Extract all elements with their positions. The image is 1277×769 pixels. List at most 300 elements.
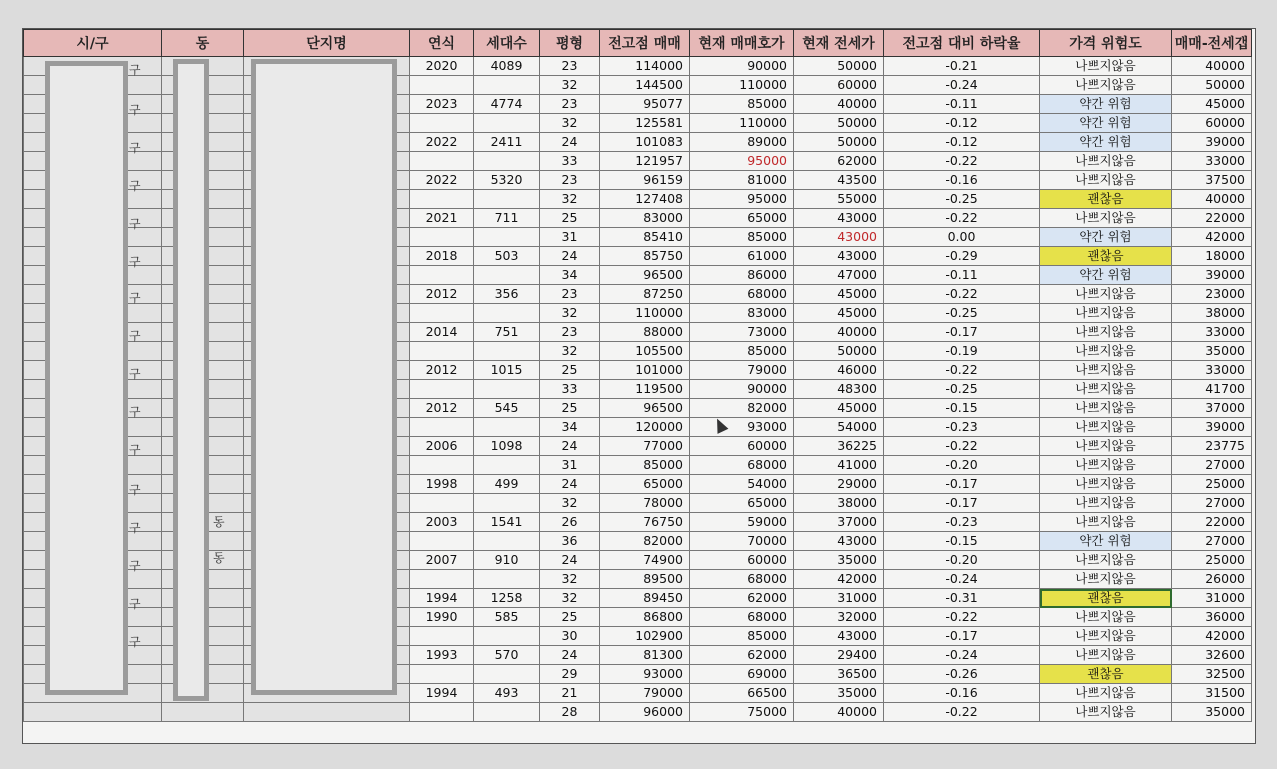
cell-gap[interactable]: 36000 (1172, 608, 1252, 627)
header-dong[interactable]: 동 (162, 30, 244, 57)
cell-drop[interactable]: 0.00 (884, 228, 1040, 247)
cell-risk[interactable]: 괜찮음 (1040, 190, 1172, 209)
cell-gap[interactable]: 26000 (1172, 570, 1252, 589)
cell-gap[interactable]: 33000 (1172, 361, 1252, 380)
cell-sale[interactable]: 82000 (690, 399, 794, 418)
cell-peak[interactable]: 96000 (600, 703, 690, 722)
cell-jeonse[interactable]: 54000 (794, 418, 884, 437)
cell-drop[interactable]: -0.12 (884, 133, 1040, 152)
cell-gap[interactable]: 33000 (1172, 323, 1252, 342)
cell-year[interactable] (410, 76, 474, 95)
cell-drop[interactable]: -0.25 (884, 190, 1040, 209)
cell-drop[interactable]: -0.19 (884, 342, 1040, 361)
cell-sale[interactable]: 85000 (690, 95, 794, 114)
cell-year[interactable] (410, 380, 474, 399)
cell-risk[interactable]: 약간 위험 (1040, 228, 1172, 247)
cell-units[interactable]: 1015 (474, 361, 540, 380)
cell-peak[interactable]: 83000 (600, 209, 690, 228)
header-units[interactable]: 세대수 (474, 30, 540, 57)
cell-drop[interactable]: -0.24 (884, 570, 1040, 589)
cell-risk[interactable]: 나쁘지않음 (1040, 342, 1172, 361)
cell-drop[interactable]: -0.23 (884, 513, 1040, 532)
cell-size[interactable]: 24 (540, 133, 600, 152)
cell-peak[interactable]: 144500 (600, 76, 690, 95)
cell-units[interactable]: 910 (474, 551, 540, 570)
cell-sale[interactable]: 70000 (690, 532, 794, 551)
cell-year[interactable]: 1994 (410, 589, 474, 608)
cell-risk[interactable]: 나쁘지않음 (1040, 494, 1172, 513)
cell-size[interactable]: 34 (540, 266, 600, 285)
cell-drop[interactable]: -0.17 (884, 323, 1040, 342)
cell-year[interactable]: 2006 (410, 437, 474, 456)
cell-units[interactable] (474, 570, 540, 589)
cell-units[interactable] (474, 665, 540, 684)
cell-risk[interactable]: 나쁘지않음 (1040, 171, 1172, 190)
cell-units[interactable]: 1541 (474, 513, 540, 532)
cell-risk[interactable]: 괜찮음 (1040, 589, 1172, 608)
cell-jeonse[interactable]: 36500 (794, 665, 884, 684)
cell-drop[interactable]: -0.11 (884, 266, 1040, 285)
cell-peak[interactable]: 110000 (600, 304, 690, 323)
cell-gap[interactable]: 35000 (1172, 342, 1252, 361)
header-city[interactable]: 시/구 (24, 30, 162, 57)
cell-drop[interactable]: -0.22 (884, 608, 1040, 627)
cell-peak[interactable]: 127408 (600, 190, 690, 209)
cell-peak[interactable]: 114000 (600, 57, 690, 76)
cell-size[interactable]: 25 (540, 361, 600, 380)
cell-size[interactable]: 25 (540, 608, 600, 627)
cell-units[interactable] (474, 418, 540, 437)
cell-risk[interactable]: 나쁘지않음 (1040, 418, 1172, 437)
cell-gap[interactable]: 32500 (1172, 665, 1252, 684)
cell-gap[interactable]: 27000 (1172, 494, 1252, 513)
cell-jeonse[interactable]: 43000 (794, 209, 884, 228)
cell-year[interactable]: 2023 (410, 95, 474, 114)
cell-risk[interactable]: 나쁘지않음 (1040, 380, 1172, 399)
cell-year[interactable] (410, 532, 474, 551)
cell-risk[interactable]: 나쁘지않음 (1040, 209, 1172, 228)
cell-size[interactable]: 32 (540, 304, 600, 323)
cell-peak[interactable]: 95077 (600, 95, 690, 114)
cell-size[interactable]: 33 (540, 152, 600, 171)
cell-year[interactable]: 1990 (410, 608, 474, 627)
cell-peak[interactable]: 77000 (600, 437, 690, 456)
cell-year[interactable]: 2012 (410, 399, 474, 418)
cell-year[interactable] (410, 266, 474, 285)
cell-risk[interactable]: 나쁘지않음 (1040, 152, 1172, 171)
cell-size[interactable]: 32 (540, 76, 600, 95)
cell-sale[interactable]: 68000 (690, 608, 794, 627)
cell-sale[interactable]: 62000 (690, 646, 794, 665)
cell-jeonse[interactable]: 55000 (794, 190, 884, 209)
cell-gap[interactable]: 38000 (1172, 304, 1252, 323)
cell-units[interactable] (474, 532, 540, 551)
cell-units[interactable]: 4089 (474, 57, 540, 76)
cell-year[interactable] (410, 342, 474, 361)
cell-peak[interactable]: 86800 (600, 608, 690, 627)
cell-city[interactable] (24, 703, 162, 722)
cell-size[interactable]: 32 (540, 589, 600, 608)
cell-jeonse[interactable]: 35000 (794, 684, 884, 703)
cell-sale[interactable]: 68000 (690, 285, 794, 304)
cell-risk[interactable]: 약간 위험 (1040, 133, 1172, 152)
cell-risk[interactable]: 나쁘지않음 (1040, 285, 1172, 304)
cell-drop[interactable]: -0.22 (884, 209, 1040, 228)
cell-risk[interactable]: 나쁘지않음 (1040, 513, 1172, 532)
cell-risk[interactable]: 약간 위험 (1040, 266, 1172, 285)
cell-jeonse[interactable]: 37000 (794, 513, 884, 532)
cell-peak[interactable]: 119500 (600, 380, 690, 399)
cell-sale[interactable]: 73000 (690, 323, 794, 342)
cell-size[interactable]: 34 (540, 418, 600, 437)
header-risk[interactable]: 가격 위험도 (1040, 30, 1172, 57)
cell-dong[interactable] (162, 703, 244, 722)
cell-jeonse[interactable]: 45000 (794, 285, 884, 304)
cell-risk[interactable]: 괜찮음 (1040, 665, 1172, 684)
cell-units[interactable] (474, 494, 540, 513)
cell-sale[interactable]: 65000 (690, 209, 794, 228)
cell-risk[interactable]: 나쁘지않음 (1040, 399, 1172, 418)
cell-jeonse[interactable]: 36225 (794, 437, 884, 456)
cell-sale[interactable]: 83000 (690, 304, 794, 323)
cell-jeonse[interactable]: 43000 (794, 228, 884, 247)
cell-drop[interactable]: -0.15 (884, 532, 1040, 551)
cell-drop[interactable]: -0.17 (884, 475, 1040, 494)
cell-gap[interactable]: 42000 (1172, 228, 1252, 247)
cell-peak[interactable]: 82000 (600, 532, 690, 551)
cell-peak[interactable]: 96500 (600, 399, 690, 418)
cell-jeonse[interactable]: 29400 (794, 646, 884, 665)
cell-size[interactable]: 32 (540, 570, 600, 589)
cell-gap[interactable]: 45000 (1172, 95, 1252, 114)
header-current-sale[interactable]: 현재 매매호가 (690, 30, 794, 57)
cell-year[interactable] (410, 190, 474, 209)
cell-peak[interactable]: 102900 (600, 627, 690, 646)
cell-year[interactable]: 2007 (410, 551, 474, 570)
cell-gap[interactable]: 39000 (1172, 418, 1252, 437)
cell-year[interactable] (410, 228, 474, 247)
cell-units[interactable]: 585 (474, 608, 540, 627)
cell-peak[interactable]: 96500 (600, 266, 690, 285)
cell-gap[interactable]: 33000 (1172, 152, 1252, 171)
cell-jeonse[interactable]: 43500 (794, 171, 884, 190)
cell-units[interactable]: 503 (474, 247, 540, 266)
cell-jeonse[interactable]: 50000 (794, 114, 884, 133)
cell-risk[interactable]: 나쁘지않음 (1040, 646, 1172, 665)
header-size[interactable]: 평형 (540, 30, 600, 57)
cell-sale[interactable]: 79000 (690, 361, 794, 380)
cell-sale[interactable]: 93000 (690, 418, 794, 437)
cell-units[interactable]: 356 (474, 285, 540, 304)
cell-gap[interactable]: 22000 (1172, 209, 1252, 228)
cell-sale[interactable]: 95000 (690, 152, 794, 171)
cell-size[interactable]: 21 (540, 684, 600, 703)
cell-size[interactable]: 23 (540, 323, 600, 342)
cell-units[interactable] (474, 342, 540, 361)
cell-gap[interactable]: 31500 (1172, 684, 1252, 703)
cell-units[interactable]: 493 (474, 684, 540, 703)
cell-peak[interactable]: 89450 (600, 589, 690, 608)
cell-size[interactable]: 24 (540, 437, 600, 456)
cell-units[interactable]: 711 (474, 209, 540, 228)
cell-peak[interactable]: 96159 (600, 171, 690, 190)
cell-jeonse[interactable]: 43000 (794, 532, 884, 551)
cell-year[interactable]: 2022 (410, 171, 474, 190)
cell-drop[interactable]: -0.22 (884, 361, 1040, 380)
cell-year[interactable]: 2022 (410, 133, 474, 152)
cell-size[interactable]: 26 (540, 513, 600, 532)
cell-units[interactable]: 1258 (474, 589, 540, 608)
cell-size[interactable]: 24 (540, 247, 600, 266)
cell-jeonse[interactable]: 45000 (794, 399, 884, 418)
cell-units[interactable] (474, 304, 540, 323)
cell-peak[interactable]: 85750 (600, 247, 690, 266)
cell-jeonse[interactable]: 48300 (794, 380, 884, 399)
cell-size[interactable]: 30 (540, 627, 600, 646)
cell-units[interactable]: 499 (474, 475, 540, 494)
cell-risk[interactable]: 나쁘지않음 (1040, 570, 1172, 589)
cell-size[interactable]: 32 (540, 114, 600, 133)
cell-drop[interactable]: -0.16 (884, 171, 1040, 190)
cell-gap[interactable]: 27000 (1172, 456, 1252, 475)
header-year[interactable]: 연식 (410, 30, 474, 57)
cell-units[interactable]: 1098 (474, 437, 540, 456)
cell-gap[interactable]: 50000 (1172, 76, 1252, 95)
cell-risk[interactable]: 나쁘지않음 (1040, 304, 1172, 323)
cell-size[interactable]: 25 (540, 399, 600, 418)
cell-peak[interactable]: 85410 (600, 228, 690, 247)
cell-drop[interactable]: -0.25 (884, 380, 1040, 399)
cell-sale[interactable]: 89000 (690, 133, 794, 152)
cell-risk[interactable]: 나쁘지않음 (1040, 608, 1172, 627)
cell-gap[interactable]: 18000 (1172, 247, 1252, 266)
header-complex[interactable]: 단지명 (244, 30, 410, 57)
cell-size[interactable]: 23 (540, 95, 600, 114)
cell-jeonse[interactable]: 40000 (794, 703, 884, 722)
cell-risk[interactable]: 나쁘지않음 (1040, 475, 1172, 494)
cell-risk[interactable]: 괜찮음 (1040, 247, 1172, 266)
cell-sale[interactable]: 59000 (690, 513, 794, 532)
header-peak-price[interactable]: 전고점 매매 (600, 30, 690, 57)
cell-peak[interactable]: 121957 (600, 152, 690, 171)
cell-gap[interactable]: 37000 (1172, 399, 1252, 418)
cell-jeonse[interactable]: 42000 (794, 570, 884, 589)
cell-drop[interactable]: -0.21 (884, 57, 1040, 76)
cell-peak[interactable]: 87250 (600, 285, 690, 304)
spreadsheet[interactable] (22, 28, 1256, 744)
cell-size[interactable]: 24 (540, 551, 600, 570)
cell-jeonse[interactable]: 47000 (794, 266, 884, 285)
cell-risk[interactable]: 나쁘지않음 (1040, 76, 1172, 95)
cell-peak[interactable]: 76750 (600, 513, 690, 532)
cell-gap[interactable]: 22000 (1172, 513, 1252, 532)
cell-size[interactable]: 31 (540, 228, 600, 247)
cell-gap[interactable]: 40000 (1172, 190, 1252, 209)
cell-year[interactable] (410, 304, 474, 323)
cell-sale[interactable]: 90000 (690, 380, 794, 399)
cell-risk[interactable]: 나쁘지않음 (1040, 361, 1172, 380)
cell-units[interactable] (474, 76, 540, 95)
cell-sale[interactable]: 81000 (690, 171, 794, 190)
cell-sale[interactable]: 68000 (690, 570, 794, 589)
cell-drop[interactable]: -0.26 (884, 665, 1040, 684)
cell-size[interactable]: 25 (540, 209, 600, 228)
cell-year[interactable]: 2012 (410, 285, 474, 304)
cell-complex[interactable] (244, 703, 410, 722)
cell-jeonse[interactable]: 32000 (794, 608, 884, 627)
cell-units[interactable] (474, 114, 540, 133)
cell-sale[interactable]: 86000 (690, 266, 794, 285)
cell-risk[interactable]: 나쁘지않음 (1040, 627, 1172, 646)
cell-jeonse[interactable]: 50000 (794, 133, 884, 152)
cell-year[interactable]: 2003 (410, 513, 474, 532)
cell-risk[interactable]: 약간 위험 (1040, 114, 1172, 133)
cell-sale[interactable]: 62000 (690, 589, 794, 608)
cell-peak[interactable]: 101000 (600, 361, 690, 380)
cell-sale[interactable]: 85000 (690, 342, 794, 361)
cell-gap[interactable]: 40000 (1172, 57, 1252, 76)
cell-drop[interactable]: -0.12 (884, 114, 1040, 133)
cell-year[interactable] (410, 665, 474, 684)
cell-jeonse[interactable]: 62000 (794, 152, 884, 171)
cell-gap[interactable]: 25000 (1172, 551, 1252, 570)
cell-size[interactable]: 33 (540, 380, 600, 399)
cell-size[interactable]: 23 (540, 57, 600, 76)
cell-sale[interactable]: 90000 (690, 57, 794, 76)
cell-risk[interactable]: 나쁘지않음 (1040, 456, 1172, 475)
cell-year[interactable]: 2012 (410, 361, 474, 380)
cell-jeonse[interactable]: 29000 (794, 475, 884, 494)
cell-drop[interactable]: -0.22 (884, 285, 1040, 304)
cell-year[interactable] (410, 570, 474, 589)
cell-jeonse[interactable]: 46000 (794, 361, 884, 380)
cell-drop[interactable]: -0.29 (884, 247, 1040, 266)
cell-size[interactable]: 29 (540, 665, 600, 684)
cell-size[interactable]: 32 (540, 342, 600, 361)
cell-units[interactable]: 570 (474, 646, 540, 665)
cell-jeonse[interactable]: 41000 (794, 456, 884, 475)
header-current-jeonse[interactable]: 현재 전세가 (794, 30, 884, 57)
cell-drop[interactable]: -0.22 (884, 703, 1040, 722)
cell-sale[interactable]: 110000 (690, 114, 794, 133)
cell-year[interactable] (410, 456, 474, 475)
cell-jeonse[interactable]: 40000 (794, 95, 884, 114)
cell-drop[interactable]: -0.22 (884, 152, 1040, 171)
cell-units[interactable] (474, 627, 540, 646)
cell-gap[interactable]: 39000 (1172, 266, 1252, 285)
cell-peak[interactable]: 89500 (600, 570, 690, 589)
cell-units[interactable] (474, 266, 540, 285)
cell-sale[interactable]: 85000 (690, 627, 794, 646)
cell-jeonse[interactable]: 31000 (794, 589, 884, 608)
cell-sale[interactable]: 66500 (690, 684, 794, 703)
cell-year[interactable]: 2018 (410, 247, 474, 266)
cell-sale[interactable]: 68000 (690, 456, 794, 475)
cell-sale[interactable]: 54000 (690, 475, 794, 494)
cell-jeonse[interactable]: 43000 (794, 627, 884, 646)
cell-sale[interactable]: 61000 (690, 247, 794, 266)
cell-risk[interactable]: 나쁘지않음 (1040, 684, 1172, 703)
cell-jeonse[interactable]: 38000 (794, 494, 884, 513)
cell-year[interactable] (410, 418, 474, 437)
cell-jeonse[interactable]: 35000 (794, 551, 884, 570)
cell-sale[interactable]: 95000 (690, 190, 794, 209)
cell-peak[interactable]: 105500 (600, 342, 690, 361)
cell-year[interactable] (410, 703, 474, 722)
cell-drop[interactable]: -0.23 (884, 418, 1040, 437)
cell-units[interactable]: 4774 (474, 95, 540, 114)
cell-drop[interactable]: -0.17 (884, 494, 1040, 513)
cell-units[interactable] (474, 228, 540, 247)
cell-sale[interactable]: 65000 (690, 494, 794, 513)
cell-peak[interactable]: 81300 (600, 646, 690, 665)
cell-peak[interactable]: 85000 (600, 456, 690, 475)
cell-jeonse[interactable]: 43000 (794, 247, 884, 266)
cell-year[interactable]: 1994 (410, 684, 474, 703)
cell-units[interactable]: 5320 (474, 171, 540, 190)
cell-drop[interactable]: -0.24 (884, 646, 1040, 665)
cell-jeonse[interactable]: 40000 (794, 323, 884, 342)
cell-peak[interactable]: 93000 (600, 665, 690, 684)
cell-gap[interactable]: 39000 (1172, 133, 1252, 152)
cell-peak[interactable]: 74900 (600, 551, 690, 570)
cell-year[interactable] (410, 114, 474, 133)
cell-peak[interactable]: 88000 (600, 323, 690, 342)
cell-jeonse[interactable]: 45000 (794, 304, 884, 323)
cell-peak[interactable]: 79000 (600, 684, 690, 703)
cell-sale[interactable]: 60000 (690, 437, 794, 456)
cell-drop[interactable]: -0.25 (884, 304, 1040, 323)
cell-gap[interactable]: 23000 (1172, 285, 1252, 304)
cell-risk[interactable]: 약간 위험 (1040, 532, 1172, 551)
cell-drop[interactable]: -0.11 (884, 95, 1040, 114)
cell-sale[interactable]: 85000 (690, 228, 794, 247)
cell-risk[interactable]: 나쁘지않음 (1040, 437, 1172, 456)
cell-gap[interactable]: 25000 (1172, 475, 1252, 494)
cell-gap[interactable]: 23775 (1172, 437, 1252, 456)
cell-size[interactable]: 23 (540, 171, 600, 190)
cell-year[interactable]: 2021 (410, 209, 474, 228)
cell-units[interactable] (474, 380, 540, 399)
header-drop-rate[interactable]: 전고점 대비 하락율 (884, 30, 1040, 57)
cell-sale[interactable]: 69000 (690, 665, 794, 684)
cell-size[interactable]: 23 (540, 285, 600, 304)
cell-year[interactable] (410, 494, 474, 513)
cell-drop[interactable]: -0.15 (884, 399, 1040, 418)
cell-peak[interactable]: 65000 (600, 475, 690, 494)
cell-drop[interactable]: -0.16 (884, 684, 1040, 703)
cell-gap[interactable]: 42000 (1172, 627, 1252, 646)
cell-year[interactable] (410, 152, 474, 171)
cell-size[interactable]: 31 (540, 456, 600, 475)
cell-sale[interactable]: 110000 (690, 76, 794, 95)
cell-gap[interactable]: 31000 (1172, 589, 1252, 608)
cell-year[interactable]: 2014 (410, 323, 474, 342)
header-gap[interactable]: 매매-전세갭 (1172, 30, 1252, 57)
cell-peak[interactable]: 78000 (600, 494, 690, 513)
cell-units[interactable] (474, 456, 540, 475)
cell-gap[interactable]: 60000 (1172, 114, 1252, 133)
cell-size[interactable]: 24 (540, 646, 600, 665)
cell-units[interactable]: 2411 (474, 133, 540, 152)
cell-risk[interactable]: 약간 위험 (1040, 95, 1172, 114)
cell-year[interactable]: 1993 (410, 646, 474, 665)
cell-drop[interactable]: -0.31 (884, 589, 1040, 608)
cell-drop[interactable]: -0.22 (884, 437, 1040, 456)
cell-risk[interactable]: 나쁘지않음 (1040, 703, 1172, 722)
cell-peak[interactable]: 125581 (600, 114, 690, 133)
cell-units[interactable] (474, 190, 540, 209)
